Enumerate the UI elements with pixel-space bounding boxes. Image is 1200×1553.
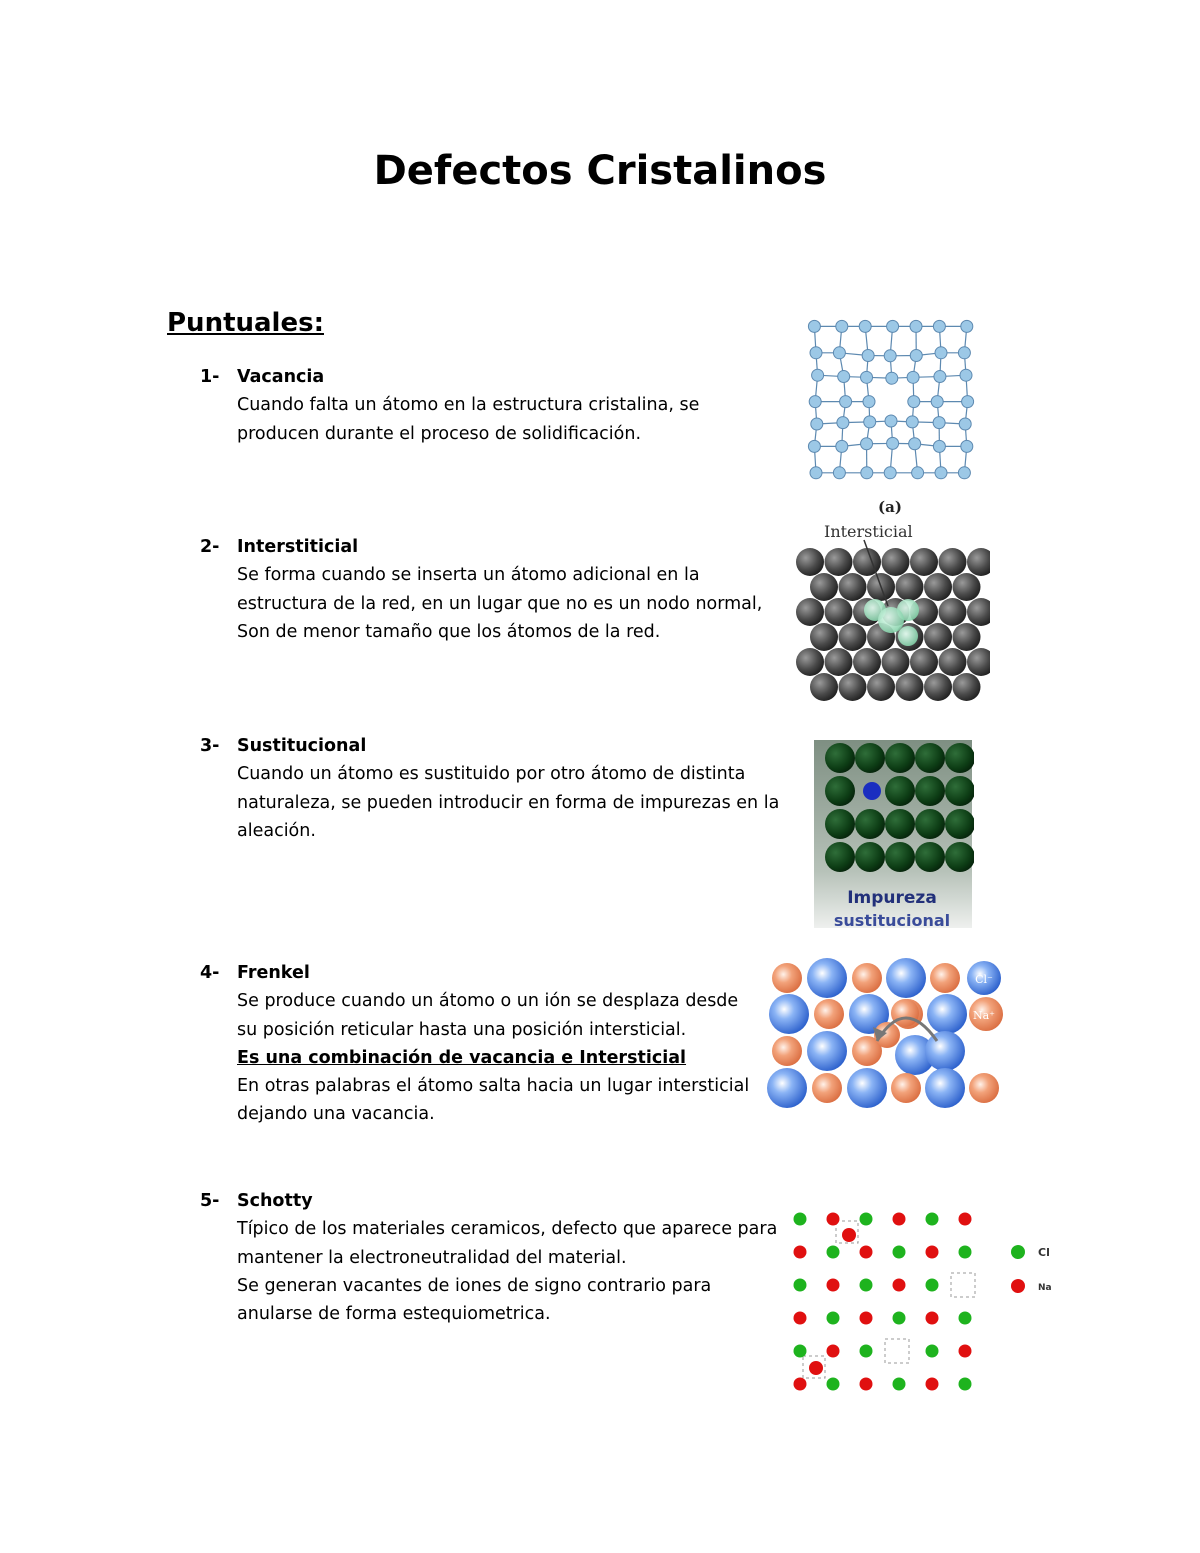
vacancy-box xyxy=(885,1339,909,1363)
chloride-ion xyxy=(927,994,967,1034)
chloride-ion xyxy=(769,994,809,1034)
lattice-atom xyxy=(836,440,848,452)
lattice-atom xyxy=(861,467,873,479)
item-text: anularse de forma estequiometrica. xyxy=(237,1304,551,1325)
chloride-ion xyxy=(886,958,926,998)
host-atom xyxy=(885,743,915,773)
sodium-ion xyxy=(893,1279,906,1292)
interstitial-label: Intersticial xyxy=(824,522,913,541)
host-atom xyxy=(882,648,910,676)
host-atom xyxy=(839,623,867,651)
lattice-atom xyxy=(934,371,946,383)
host-atom xyxy=(885,842,915,872)
host-atom xyxy=(825,548,853,576)
host-atom xyxy=(945,776,974,806)
item-text: Se produce cuando un átomo o un ión se desplaza desde xyxy=(237,991,739,1012)
frenkel-lattice-image xyxy=(765,955,1010,1115)
host-atom xyxy=(924,673,952,701)
vacancy-lattice-image xyxy=(800,315,985,515)
lattice-atom xyxy=(933,320,945,332)
lattice-atom xyxy=(809,396,821,408)
chloride-ion xyxy=(794,1345,807,1358)
lattice-atom xyxy=(933,417,945,429)
chloride-ion xyxy=(925,1031,965,1071)
lattice-atom xyxy=(836,320,848,332)
lattice-atom xyxy=(931,396,943,408)
chloride-ion xyxy=(847,1068,887,1108)
lattice-atom xyxy=(833,467,845,479)
host-atom xyxy=(810,623,838,651)
sodium-ion xyxy=(930,963,960,993)
legend-cl-label: Cl xyxy=(1038,1246,1050,1259)
item-text: estructura de la red, en un lugar que no es un nodo normal, xyxy=(237,593,763,614)
lattice-atom xyxy=(907,371,919,383)
chloride-ion xyxy=(860,1345,873,1358)
item-text: Típico de los materiales ceramicos, defecto que aparece para xyxy=(237,1219,778,1240)
vacancy-box xyxy=(951,1273,975,1297)
chloride-ion xyxy=(893,1312,906,1325)
frenkel-figure xyxy=(765,955,1010,1115)
host-atom xyxy=(810,673,838,701)
item-text: Son de menor tamaño que los átomos de la red. xyxy=(237,621,661,642)
host-atom xyxy=(825,598,853,626)
lattice-atom xyxy=(958,467,970,479)
item-number: 5- xyxy=(200,1191,220,1211)
item-heading: Interstiticial xyxy=(237,537,359,557)
sodium-ion xyxy=(842,1228,856,1242)
chloride-ion xyxy=(893,1246,906,1259)
impurity-sublabel: sustitucional xyxy=(833,911,951,930)
item-heading: Sustitucional xyxy=(237,736,367,756)
lattice-atom xyxy=(838,371,850,383)
sodium-ion xyxy=(891,1073,921,1103)
item-text: Se generan vacantes de iones de signo contrario para xyxy=(237,1275,712,1296)
chloride-label: Cl⁻ xyxy=(975,973,993,986)
host-atom xyxy=(910,648,938,676)
lattice-atom xyxy=(884,350,896,362)
host-atom xyxy=(855,743,885,773)
lattice-atom xyxy=(933,440,945,452)
host-atom xyxy=(910,548,938,576)
host-atom xyxy=(953,573,981,601)
chloride-ion xyxy=(959,1378,972,1391)
sodium-ion xyxy=(814,999,844,1029)
host-atom xyxy=(915,743,945,773)
host-atom xyxy=(839,573,867,601)
lattice-atom xyxy=(886,372,898,384)
host-atom xyxy=(896,673,924,701)
item-text: Cuando falta un átomo en la estructura cristalina, se xyxy=(237,395,700,416)
sodium-ion xyxy=(891,999,919,1027)
host-atom xyxy=(796,598,824,626)
lattice-atom xyxy=(861,371,873,383)
lattice-atom xyxy=(961,440,973,452)
host-atom xyxy=(915,809,945,839)
host-atom xyxy=(825,776,855,806)
sodium-ion xyxy=(794,1312,807,1325)
chloride-ion xyxy=(925,1068,965,1108)
sodium-ion xyxy=(794,1378,807,1391)
host-atom xyxy=(853,548,881,576)
document-title: Defectos Cristalinos xyxy=(373,148,827,194)
item-text: Cuando un átomo es sustituido por otro átomo de distinta xyxy=(237,764,746,785)
lattice-atom xyxy=(811,418,823,430)
item-text: mantener la electroneutralidad del material. xyxy=(237,1247,627,1268)
sodium-ion xyxy=(827,1345,840,1358)
sodium-ion xyxy=(772,1036,802,1066)
chloride-ion xyxy=(860,1213,873,1226)
item-text: su posición reticular hasta una posición intersticial. xyxy=(237,1019,687,1040)
host-atom xyxy=(796,648,824,676)
lattice-atom xyxy=(910,349,922,361)
lattice-atom xyxy=(935,347,947,359)
item-heading: Vacancia xyxy=(237,367,325,387)
chloride-ion xyxy=(794,1213,807,1226)
lattice-atom xyxy=(808,440,820,452)
legend-na-dot xyxy=(1011,1279,1025,1293)
interstitial-atom xyxy=(898,626,918,646)
sodium-ion xyxy=(959,1213,972,1226)
host-atom xyxy=(853,648,881,676)
chloride-ion xyxy=(959,1246,972,1259)
chloride-ion xyxy=(926,1279,939,1292)
lattice-atom xyxy=(910,320,922,332)
lattice-atom xyxy=(810,347,822,359)
figure-caption: (a) xyxy=(878,498,902,515)
host-atom xyxy=(855,809,885,839)
host-atom xyxy=(939,648,967,676)
lattice-atom xyxy=(812,369,824,381)
item-number: 1- xyxy=(200,367,220,387)
host-atom xyxy=(855,842,885,872)
sodium-ion xyxy=(827,1213,840,1226)
host-atom xyxy=(915,776,945,806)
item-text: Se forma cuando se inserta un átomo adicional en la xyxy=(237,565,700,586)
lattice-atom xyxy=(887,320,899,332)
host-atom xyxy=(885,809,915,839)
host-atom xyxy=(967,648,990,676)
substitutional-figure xyxy=(812,738,974,930)
host-atom xyxy=(796,548,824,576)
lattice-atom xyxy=(906,416,918,428)
chloride-ion xyxy=(926,1213,939,1226)
chloride-ion xyxy=(767,1068,807,1108)
legend-na-label: Na xyxy=(1038,1283,1052,1293)
item-heading: Schotty xyxy=(237,1191,313,1211)
lattice-atom xyxy=(959,418,971,430)
lattice-atom xyxy=(884,467,896,479)
sodium-label: Na⁺ xyxy=(973,1009,995,1022)
host-atom xyxy=(967,548,990,576)
item-number: 2- xyxy=(200,537,220,557)
host-atom xyxy=(953,623,981,651)
item-emphasis: Es una combinación de vacancia e Intersticial xyxy=(237,1047,687,1068)
item-heading: Frenkel xyxy=(237,963,310,983)
item-number: 4- xyxy=(200,963,220,983)
lattice-atom xyxy=(912,467,924,479)
host-atom xyxy=(885,776,915,806)
lattice-atom xyxy=(808,320,820,332)
chloride-ion xyxy=(807,1031,847,1071)
sodium-ion xyxy=(969,1073,999,1103)
item-text: En otras palabras el átomo salta hacia un lugar intersticial xyxy=(237,1076,750,1097)
host-atom xyxy=(953,673,981,701)
host-atom xyxy=(924,573,952,601)
lattice-atom xyxy=(861,438,873,450)
lattice-atom xyxy=(887,437,899,449)
chloride-ion xyxy=(860,1279,873,1292)
lattice-atom xyxy=(859,320,871,332)
schottky-figure xyxy=(785,1205,1065,1400)
item-text: dejando una vacancia. xyxy=(237,1104,435,1125)
chloride-ion xyxy=(926,1345,939,1358)
lattice-atom xyxy=(885,415,897,427)
section-heading: Puntuales: xyxy=(167,308,324,338)
host-atom xyxy=(939,548,967,576)
interstitial-figure xyxy=(790,518,990,703)
lattice-atom xyxy=(837,417,849,429)
host-atom xyxy=(945,809,974,839)
sodium-ion xyxy=(959,1345,972,1358)
chloride-ion xyxy=(807,958,847,998)
lattice-atom xyxy=(862,349,874,361)
lattice-atom xyxy=(962,396,974,408)
sodium-ion xyxy=(827,1279,840,1292)
impurity-label: Impureza xyxy=(847,888,937,908)
host-atom xyxy=(945,842,974,872)
item-number: 3- xyxy=(200,736,220,756)
chloride-ion xyxy=(794,1279,807,1292)
lattice-atom xyxy=(961,320,973,332)
host-atom xyxy=(867,673,895,701)
vacancy-figure xyxy=(800,315,985,515)
substitutional-lattice-image xyxy=(812,738,974,930)
host-atom xyxy=(825,842,855,872)
impurity-atom xyxy=(863,782,881,800)
lattice-atom xyxy=(840,396,852,408)
host-atom xyxy=(839,673,867,701)
host-atom xyxy=(882,548,910,576)
host-atom xyxy=(967,598,990,626)
schottky-lattice-image xyxy=(785,1205,1065,1400)
lattice-atom xyxy=(810,467,822,479)
host-atom xyxy=(810,573,838,601)
lattice-atom xyxy=(908,396,920,408)
host-atom xyxy=(945,743,974,773)
sodium-ion xyxy=(812,1073,842,1103)
interstitial-atom xyxy=(878,607,904,633)
chloride-ion xyxy=(827,1246,840,1259)
host-atom xyxy=(896,573,924,601)
sodium-ion xyxy=(772,963,802,993)
sodium-ion xyxy=(860,1246,873,1259)
sodium-ion xyxy=(926,1378,939,1391)
host-atom xyxy=(825,809,855,839)
item-text: aleación. xyxy=(237,820,316,841)
lattice-atom xyxy=(863,396,875,408)
host-atom xyxy=(825,743,855,773)
sodium-ion xyxy=(809,1361,823,1375)
item-text: naturaleza, se pueden introducir en forma de impurezas en la xyxy=(237,792,780,813)
interstitial-lattice-image xyxy=(790,518,990,703)
host-atom xyxy=(915,842,945,872)
lattice-atom xyxy=(909,438,921,450)
item-text: producen durante el proceso de solidificación. xyxy=(237,423,642,444)
sodium-ion xyxy=(926,1246,939,1259)
lattice-atom xyxy=(960,369,972,381)
sodium-ion xyxy=(860,1378,873,1391)
host-atom xyxy=(939,598,967,626)
lattice-atom xyxy=(958,347,970,359)
chloride-ion xyxy=(959,1312,972,1325)
host-atom xyxy=(924,623,952,651)
sodium-ion xyxy=(852,963,882,993)
lattice-atom xyxy=(935,467,947,479)
chloride-ion xyxy=(827,1312,840,1325)
chloride-ion xyxy=(893,1378,906,1391)
sodium-ion xyxy=(794,1246,807,1259)
sodium-ion xyxy=(926,1312,939,1325)
sodium-ion xyxy=(893,1213,906,1226)
lattice-atom xyxy=(833,347,845,359)
lattice-atom xyxy=(864,416,876,428)
host-atom xyxy=(825,648,853,676)
sodium-ion xyxy=(860,1312,873,1325)
legend-cl-dot xyxy=(1011,1245,1025,1259)
chloride-ion xyxy=(827,1378,840,1391)
